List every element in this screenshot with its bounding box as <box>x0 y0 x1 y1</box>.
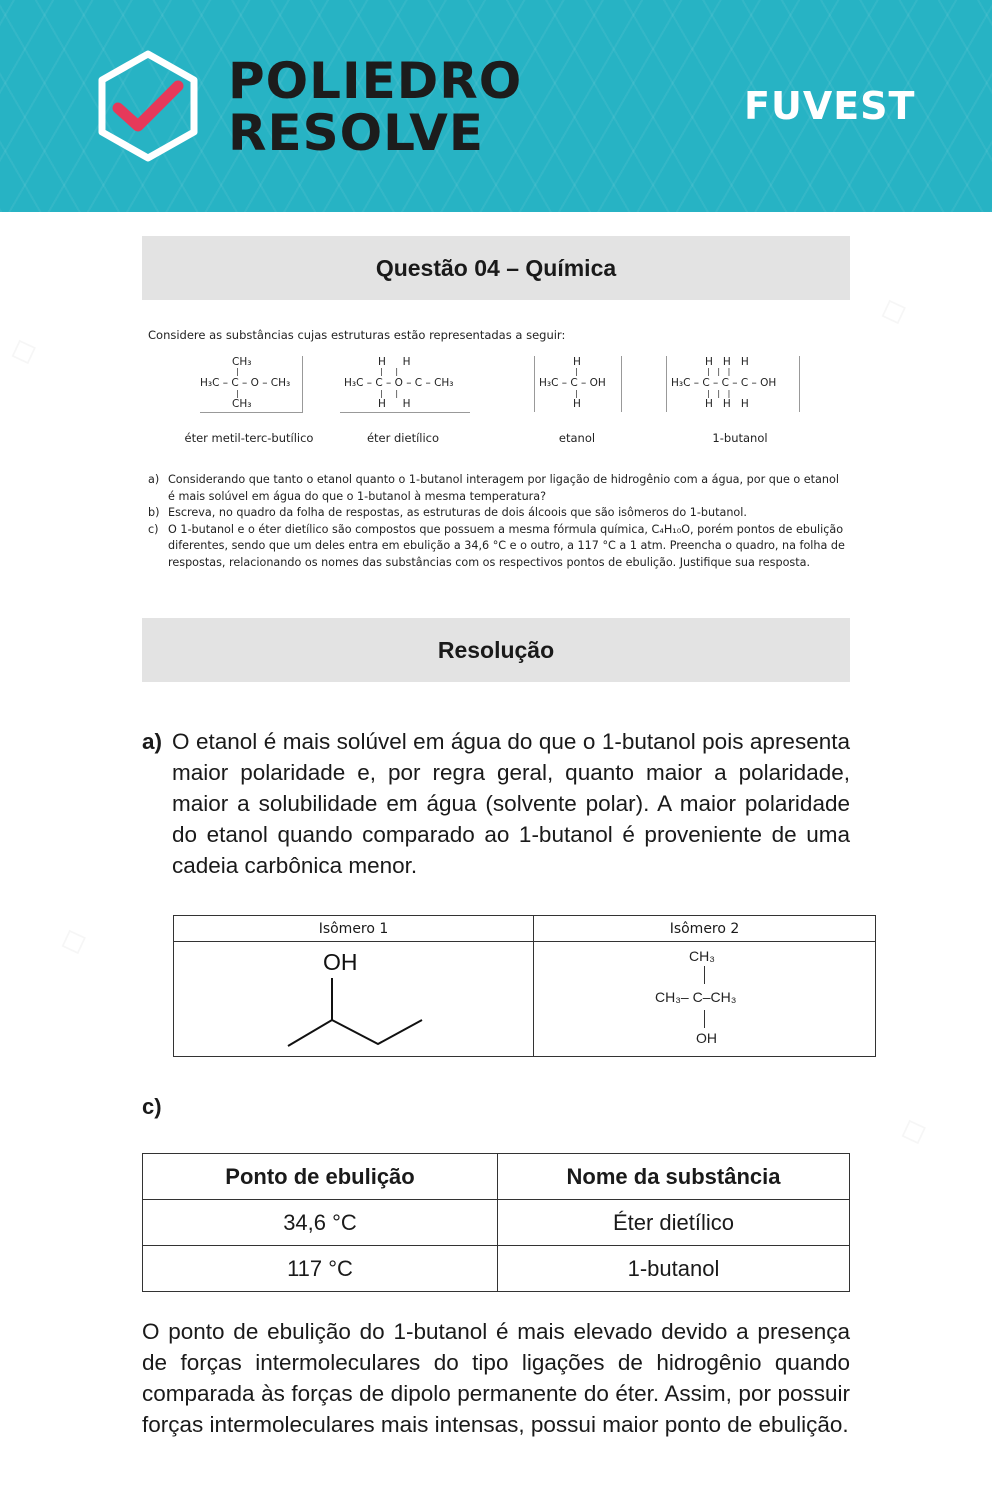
structure-name-diethyl-ether: éter dietílico <box>366 431 440 445</box>
isomer-1-structure <box>174 942 530 1054</box>
check-logo-icon <box>94 50 202 162</box>
resolution-title: Resolução <box>142 618 850 682</box>
structure-name-mtbe: éter metil-terc-butílico <box>184 431 314 445</box>
answer-letter: a) <box>142 729 163 754</box>
watermark-logo-icon <box>894 1107 932 1154</box>
structure-line: H₃C – C – OH <box>539 377 606 389</box>
brand-line-1: POLIEDRO <box>228 52 523 110</box>
table-row <box>143 1200 850 1246</box>
structure-line: | | | <box>707 367 731 376</box>
isomer-header-1: Isômero 1 <box>174 916 534 942</box>
answer-c-letter: c) <box>142 1094 162 1119</box>
watermark-logo-icon <box>4 327 42 374</box>
brand-name <box>228 52 523 162</box>
structure-line: H H <box>378 356 411 368</box>
isomer-1-cell <box>174 942 534 1057</box>
item-text: Escreva, no quadro da folha de respostas, as estruturas de dois álcoois que são isômeros do 1-butanol. <box>168 506 747 519</box>
boiling-point-table <box>142 1153 850 1292</box>
question-intro: Considere as substâncias cujas estruturas estão representadas a seguir: <box>148 328 566 342</box>
bond-line <box>704 966 705 984</box>
isomer-2-top: CH₃ <box>689 948 715 964</box>
boil-header-1: Ponto de ebulição <box>143 1154 498 1200</box>
table-row <box>143 1246 850 1292</box>
structure-line: | <box>575 389 578 398</box>
exam-name: FUVEST <box>744 84 916 128</box>
item-letter: b) <box>148 506 160 519</box>
structure-line: CH₃ <box>232 398 252 410</box>
conclusion-text: O ponto de ebulição do 1-butanol é mais elevado devido a presença de forças intermoleculares do tipo ligações de hidrogênio quando comparada às forças de dipolo permanente do éter. Assim, por possuir forças intermoleculares mais intensas, possui maior ponto de ebulição. <box>142 1319 850 1437</box>
structure-line: H <box>573 398 581 410</box>
item-text: O 1-butanol e o éter dietílico são compostos que possuem a mesma fórmula química, C₄H₁₀O, porém pontos de ebulição diferentes, sendo que um deles entra em ebulição a 34,6 °C e o outro, a 117 °C a 1 atm. Preencha o quadro, na folha de respostas, relacionando os nomes das substâncias com os respectivos pontos de ebulição. Justifique sua resposta. <box>168 522 845 569</box>
structure-line: | | <box>380 367 399 376</box>
structure-line: | <box>236 389 239 398</box>
question-item-c <box>148 522 848 572</box>
answer-a <box>142 726 850 881</box>
boil-point-cell: 117 °C <box>143 1246 498 1292</box>
structure-line: H H H <box>705 398 749 410</box>
question-item-a <box>148 472 848 505</box>
structure-mtbe <box>200 356 303 413</box>
structure-line: H₃C – C – O – CH₃ <box>200 377 291 389</box>
structure-line: | <box>236 367 239 376</box>
isomer-2-structure <box>534 942 878 1054</box>
answer-text: O etanol é mais solúvel em água do que o 1-butanol pois apresenta maior polaridade e, por regra geral, quanto maior a polaridade, maior a solubilidade em água (solvente polar). A maior polaridade do etanol quando comparado ao 1-butanol é proveniente de uma cadeia carbônica menor. <box>172 729 850 878</box>
watermark-logo-icon <box>874 287 912 334</box>
item-text: Considerando que tanto o etanol quanto o 1-butanol interagem por ligação de hidrogênio com a água, por que o etanol é mais solúvel em água do que o 1-butanol à mesma temperatura? <box>168 473 839 503</box>
structure-line: | | <box>380 389 399 398</box>
brand-line-2: RESOLVE <box>228 104 484 162</box>
structure-line: H₃C – C – C – C – OH <box>671 377 777 389</box>
isomer-header-2: Isômero 2 <box>534 916 876 942</box>
structure-line: H₃C – C – O – C – CH₃ <box>344 377 454 389</box>
structure-line: CH₃ <box>232 356 252 368</box>
structure-line: H H <box>378 398 411 410</box>
isomer-2-cell <box>534 942 876 1057</box>
bond-line <box>704 1010 705 1028</box>
structure-line: H <box>573 356 581 368</box>
hydroxyl-label: OH <box>323 949 358 975</box>
structure-line: | | | <box>707 389 731 398</box>
question-items <box>148 472 848 571</box>
structure-ethanol <box>534 356 622 412</box>
structure-1-butanol <box>666 356 800 412</box>
watermark-logo-icon <box>54 917 92 964</box>
header-banner <box>0 0 992 212</box>
isomer-2-middle: CH₃– C–CH₃ <box>655 989 737 1005</box>
isomer-table <box>173 915 876 1057</box>
structure-name-1-butanol: 1-butanol <box>712 431 768 445</box>
question-title: Questão 04 – Química <box>142 236 850 300</box>
structure-line: | <box>575 367 578 376</box>
structure-name-ethanol: etanol <box>558 431 596 445</box>
boil-header-2: Nome da substância <box>498 1154 850 1200</box>
substance-name-cell: Éter dietílico <box>498 1200 850 1246</box>
question-item-b <box>148 505 848 522</box>
substance-name-cell: 1-butanol <box>498 1246 850 1292</box>
item-letter: c) <box>148 522 159 536</box>
boil-point-cell: 34,6 °C <box>143 1200 498 1246</box>
structure-line: H H H <box>705 356 749 368</box>
isomer-2-bottom: OH <box>696 1030 717 1046</box>
item-letter: a) <box>148 473 160 486</box>
structure-diethyl-ether <box>340 356 470 413</box>
